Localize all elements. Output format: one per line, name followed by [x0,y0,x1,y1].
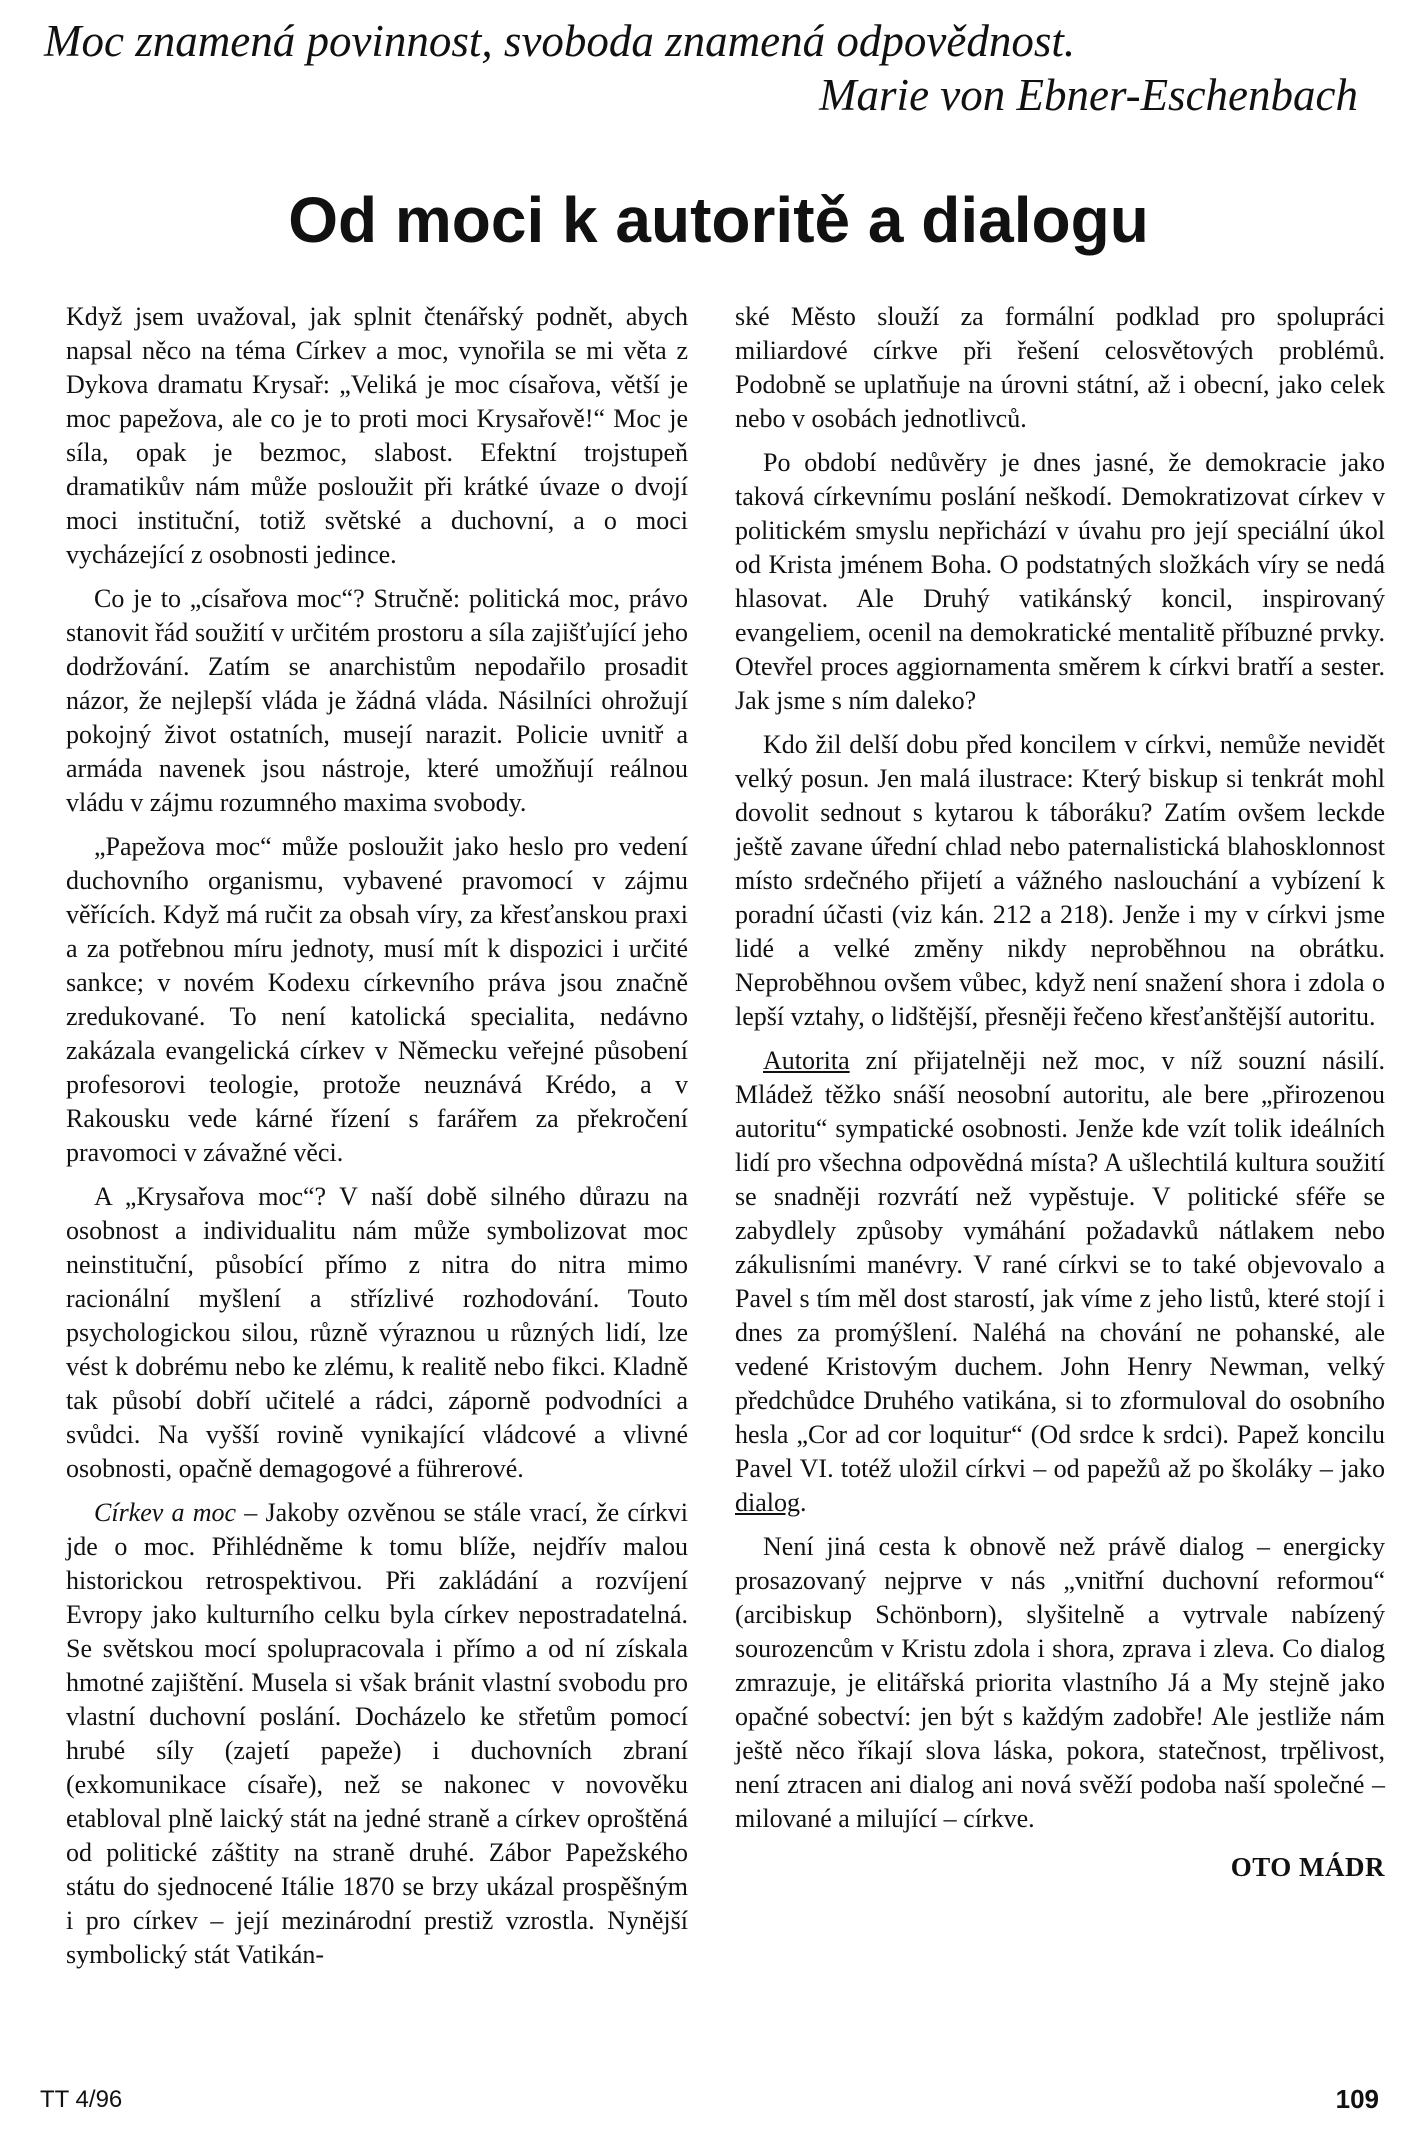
page-number: 109 [1335,2084,1379,2114]
issue-label: TT 4/96 [40,2086,123,2113]
paragraph [66,1496,688,1972]
paragraph: ské Město slouží za formální podklad pro spolupráci miliardové církve při řešení celosvětových problémů. Podobně se uplatňuje na úrovni státní, až i obecní, jako celek nebo v osobách jednotlivců. [735,302,1385,433]
paragraph: „Papežova moc“ může posloužit jako heslo pro vedení duchovního organismu, vybavené pravomocí v zájmu věřících. Když má ručit za obsah víry, za křesťanskou praxi a za potřebnou míru jednoty, musí mít k dispozici i určité sankce; v novém Kodexu církevního práva jsou značně zredukované. To není katolická specialita, nedávno zakázala evangelická církev v Německu veřejné působení profesorovi teologie, protože neuznává Krédo, a v Rakousku vede kárné řízení s farářem za překročení pravomoci v závažné věci. [66,832,688,1167]
paragraph: A „Krysařova moc“? V naší době silného důrazu na osobnost a individualitu nám může symbolizovat moc neinstituční, působící přímo z nitra do nitra mimo racionální myšlení a střízlivé rozhodování. Touto psychologickou silou, různě výraznou u různých lidí, lze vést k dobrému nebo ke zlému, k realitě nebo fikci. Kladně tak působí dobří učitelé a rádci, záporně podvodníci a svůdci. Na vyšší rovině vynikající vládcové a vlivné osobnosti, opačně demagogové a führerové. [66,1182,688,1483]
left-column [66,300,688,1982]
paragraph: Co je to „císařova moc“? Stručně: politická moc, právo stanovit řád soužití v určitém prostoru a síla zajišťující jeho dodržování. Zatím se anarchistům nepodařilo prosadit názor, že nejlepší vláda je žádná vláda. Násilníci ohrožují pokojný život ostatních, musejí narazit. Policie uvnitř a armáda navenek jsou nástroje, které umožňují reálnou vládu v zájmu rozumného maxima svobody. [66,584,688,817]
paragraph: Kdo žil delší dobu před koncilem v církvi, nemůže nevidět velký posun. Jen malá ilustrace: Který biskup si tenkrát mohl dovolit sednout s kytarou k táboráku? Zatím ovšem leckde ještě zavane úřední chlad nebo paternalistická blahosklonnost místo srdečného přijetí a vážného naslouchání a vybízení k poradní účasti (viz kán. 212 a 218). Jenže i my v církvi jsme lidé a velké změny nikdy neproběhnou na obrátku. Neproběhnou ovšem vůbec, když není snažení shora i zdola o lepší vztahy, o lidštější, přesněji řečeno křesťanštější autoritu. [735,730,1385,1031]
motto [44,14,1384,122]
paragraph: Po období nedůvěry je dnes jasné, že demokracie jako taková církevnímu poslání neškodí. Demokratizovat církev v politickém smyslu nepřichází v úvahu pro její speciální úkol od Krista jménem Boha. O podstatných složkách víry se nedá hlasovat. Ale Druhý vatikánský koncil, inspirovaný evangeliem, ocenil na demokratické mentalitě příbuzné prvky. Otevřel proces aggiornamenta směrem k církvi bratří a sester. Jak jsme s ním daleko? [735,448,1385,715]
motto-author: Marie von Ebner-Eschenbach [819,70,1358,120]
paragraph-lead-underlined: Autorita [763,1046,850,1075]
paragraph-end: . [800,1488,807,1517]
article-author: OTO MÁDR [1230,1852,1385,1882]
underlined-word: dialog [735,1488,800,1517]
paragraph [735,1044,1385,1520]
paragraph-lead-italic: Církev a moc [94,1498,237,1527]
paragraph: Když jsem uvažoval, jak splnit čtenářský podnět, abych napsal něco na téma Církev a moc, vynořila se mi věta z Dykova dramatu Krysař: „Veliká je moc císařova, větší je moc papežova, ale co je to proti moci Krysařově!“ Moc je síla, opak je bezmoc, slabost. Efektní trojstupeň dramatikův nám může posloužit při krátké úvaze o dvojí moci instituční, totiž světské a duchovní, a o moci vycházející z osobnosti jedince. [66,302,688,569]
paragraph: Není jiná cesta k obnově než právě dialog – energicky prosazovaný nejprve v nás „vnitřní duchovní reformou“ (arcibiskup Schönborn), slyšitelně a vytrvale nabízený sourozencům v Kristu zdola i shora, zprava i zleva. Co dialog zmrazuje, je elitářská priorita vlastního Já a My stejně jako opačné sobectví: jen být s každým zadobře! Ale jestliže nám ještě něco říkají slova láska, pokora, statečnost, trpělivost, není ztracen ani dialog ani nová svěží podoba naší společné – milované a milující – církve. [735,1532,1385,1833]
motto-quote: Moc znamená povinnost, svoboda znamená odpovědnost. [44,16,1076,66]
article-title: Od moci k autoritě a dialogu [288,184,1149,256]
paragraph-text: – Jakoby ozvěnou se stále vrací, že církvi jde o moc. Přihlédněme k tomu blíže, nejdřív malou historickou retrospektivou. Při zakládání a rozvíjení Evropy jako kulturního celku byla církev nepostradatelná. Se světskou mocí spolupracovala i přímo a od ní získala hmotné zajištění. Musela si však bránit vlastní svobodu pro vlastní duchovní poslání. Docházelo ke střetům pomocí hrubé síly (zajetí papeže) i duchovních zbraní (exkomunikace císaře), než se nakonec v novověku etabloval plně laický stát na jedné straně a církev oproštěná od politické záštity na straně druhé. Zábor Papežského státu do sjednocené Itálie 1870 se brzy ukázal prospěšným i pro církev – její mezinárodní prestiž vzrostla. Nynější symbolický stát Vatikán- [66,1498,689,1969]
paragraph-text: zní přijatelněji než moc, v níž souzní násilí. Mládež těžko snáší neosobní autoritu, ale bere „přirozenou autoritu“ sympatické osobnosti. Jenže kde vzít tolik ideálních lidí pro všechna odpovědná místa? A ušlechtilá kultura soužití se snadněji rozvrátí než vypěstuje. V politické sféře se zabydlely způsoby vymáhání požadavků nátlakem nebo zákulisními manévry. V rané církvi se to také objevovalo a Pavel s tím měl dost starostí, jak víme z jeho listů, které stojí i dnes za promýšlení. Naléhá na chování ne pohanské, ale vedené Kristovým duchem. John Henry Newman, velký předchůdce Druhého vatikána, si to zformuloval do osobního hesla „Cor ad cor loquitur“ (Od srdce k srdci). Papež koncilu Pavel VI. totéž uložil církvi – od papežů až po školáky – jako [735,1046,1385,1483]
right-column [735,300,1385,1884]
